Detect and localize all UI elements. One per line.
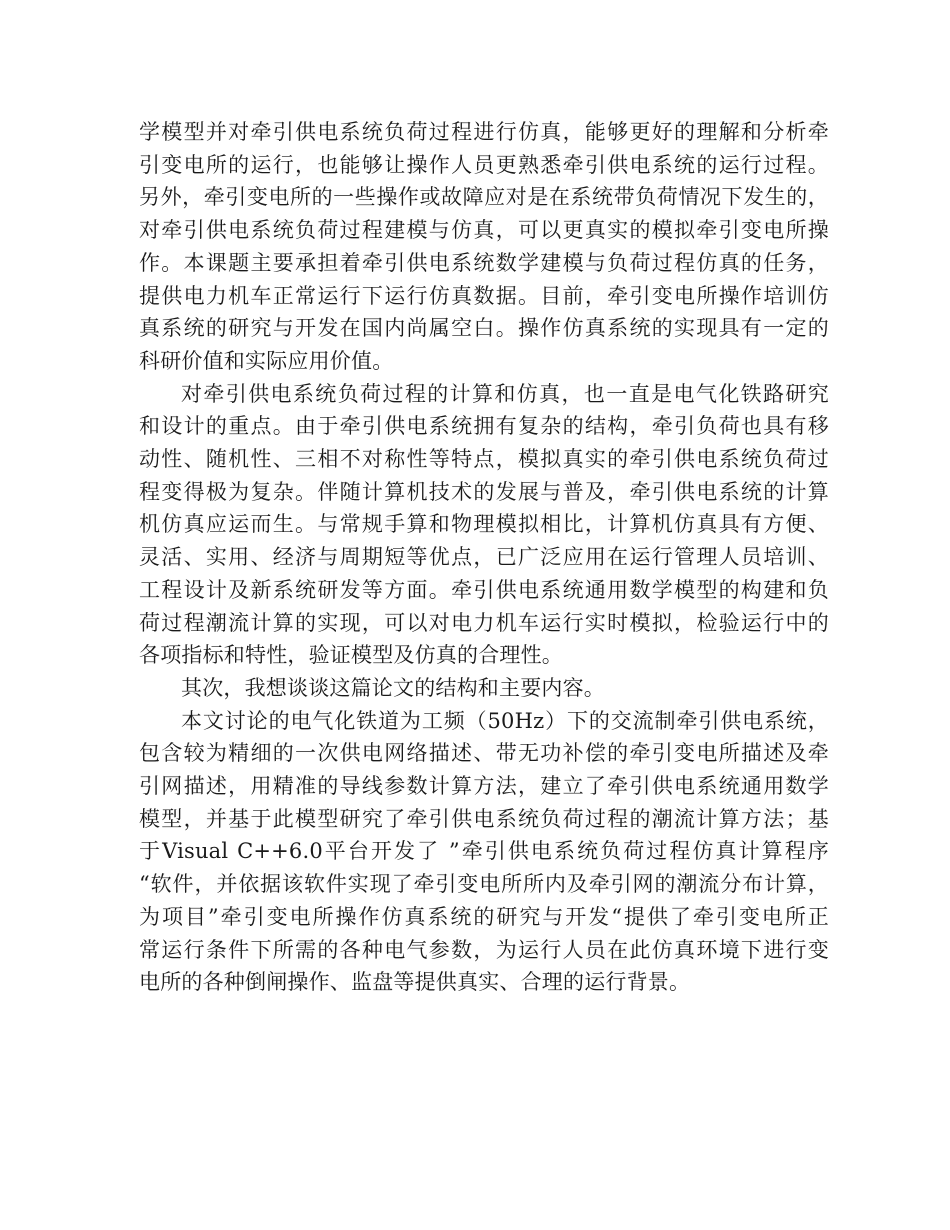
paragraph-line: 引变电所的运行，也能够让操作人员更熟悉牵引供电系统的运行过程。: [139, 152, 829, 177]
paragraph-line: 引网描述，用精准的导线参数计算方法，建立了牵引供电系统通用数学: [139, 774, 829, 799]
paragraph-line: 于Visual C++6.0平台开发了 ”牵引供电系统负荷过程仿真计算程序: [139, 839, 829, 864]
paragraph-line: 其次，我想谈谈这篇论文的结构和主要内容。: [181, 675, 605, 700]
body-text: [139, 116, 829, 999]
paragraph-line: 工程设计及新系统研发等方面。牵引供电系统通用数学模型的构建和负: [139, 577, 829, 602]
paragraph-line: 包含较为精细的一次供电网络描述、带无功补偿的牵引变电所描述及牵: [139, 741, 829, 766]
paragraph-line: 为项目”牵引变电所操作仿真系统的研究与开发“提供了牵引变电所正: [139, 904, 829, 929]
paragraph-line: 学模型并对牵引供电系统负荷过程进行仿真，能够更好的理解和分析牵: [139, 120, 829, 144]
paragraph-line: “软件，并依据该软件实现了牵引变电所所内及牵引网的潮流分布计算，: [139, 872, 829, 897]
paragraph-line: 作。本课题主要承担着牵引供电系统数学建模与负荷过程仿真的任务，: [139, 250, 829, 275]
paragraph-line: 提供电力机车正常运行下运行仿真数据。目前，牵引变电所操作培训仿: [139, 283, 829, 308]
paragraph-line: 本文讨论的电气化铁道为工频（50Hz）下的交流制牵引供电系统，: [181, 708, 829, 733]
paragraph-line: 灵活、实用、经济与周期短等优点，已广泛应用在运行管理人员培训、: [139, 545, 829, 570]
paragraph-line: 电所的各种倒闸操作、监盘等提供真实、合理的运行背景。: [139, 970, 691, 995]
paragraph-line: 真系统的研究与开发在国内尚属空白。操作仿真系统的实现具有一定的: [139, 316, 829, 341]
paragraph-line: 另外，牵引变电所的一些操作或故障应对是在系统带负荷情况下发生的，: [139, 185, 829, 210]
paragraph-line: 程变得极为复杂。伴随计算机技术的发展与普及，牵引供电系统的计算: [139, 479, 829, 504]
paragraph-line: 常运行条件下所需的各种电气参数，为运行人员在此仿真环境下进行变: [139, 937, 829, 962]
paragraph-line: 模型，并基于此模型研究了牵引供电系统负荷过程的潮流计算方法；基: [139, 806, 829, 831]
paragraph-line: 机仿真应运而生。与常规手算和物理模拟相比，计算机仿真具有方便、: [139, 512, 829, 537]
paragraph-line: 动性、随机性、三相不对称性等特点，模拟真实的牵引供电系统负荷过: [139, 447, 829, 472]
paragraph-line: 科研价值和实际应用价值。: [139, 348, 394, 373]
paragraph-line: 对牵引供电系统负荷过程建模与仿真，可以更真实的模拟牵引变电所操: [139, 218, 829, 243]
paragraph-line: 各项指标和特性，验证模型及仿真的合理性。: [139, 643, 563, 668]
paragraph-line: 和设计的重点。由于牵引供电系统拥有复杂的结构，牵引负荷也具有移: [139, 414, 829, 439]
paragraph-line: 荷过程潮流计算的实现，可以对电力机车运行实时模拟，检验运行中的: [139, 610, 829, 635]
paragraph-line: 对牵引供电系统负荷过程的计算和仿真，也一直是电气化铁路研究: [181, 381, 829, 406]
